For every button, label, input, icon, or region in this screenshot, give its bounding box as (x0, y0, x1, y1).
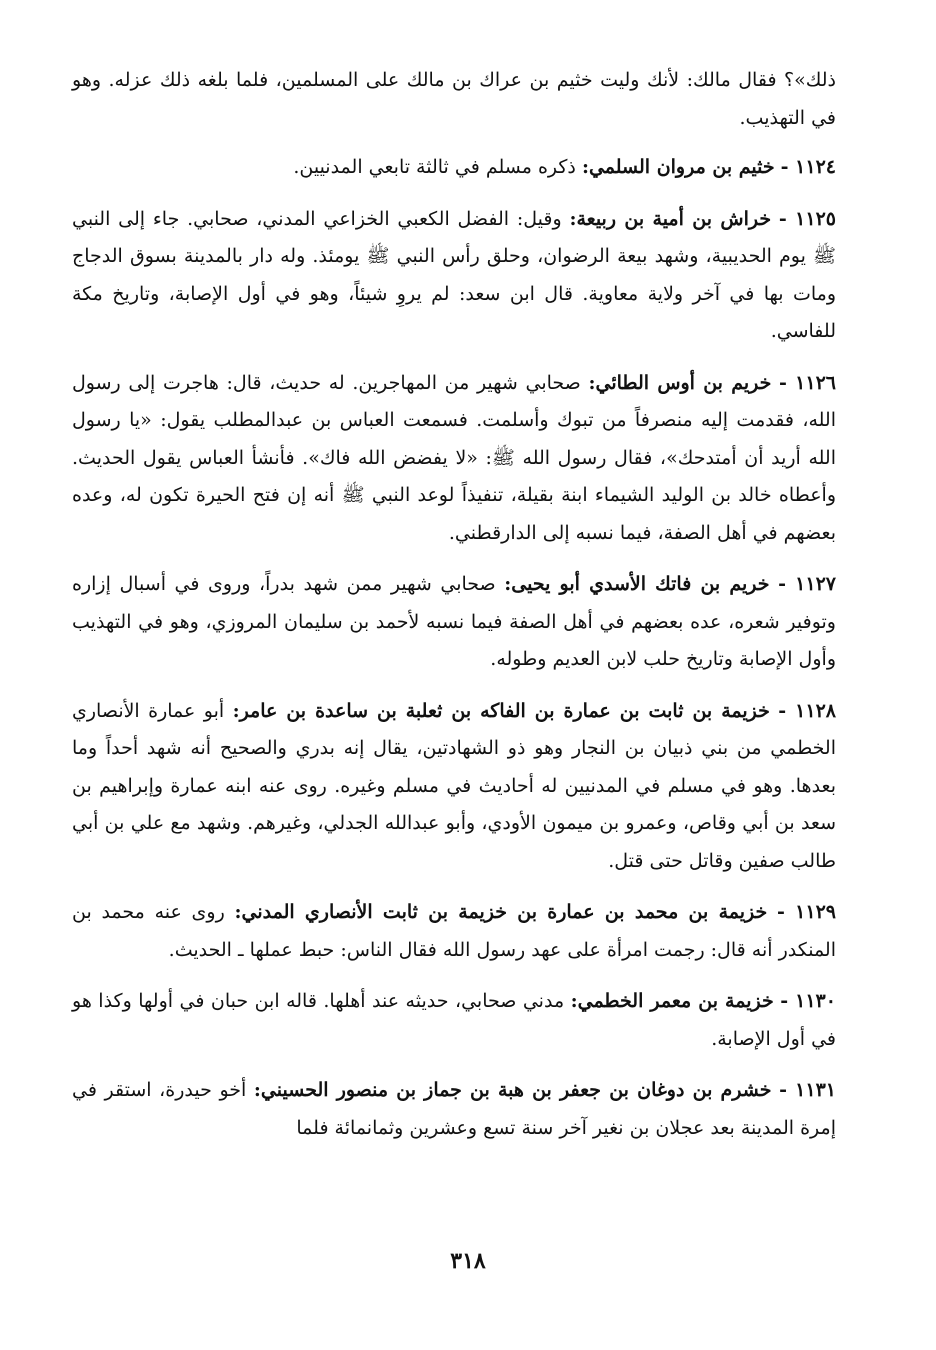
entry-text: أبو عمارة الأنصاري الخطمي من بني ذبيان بن النجار وهو ذو الشهادتين، يقال إنه بدري والصحيح أنه شهد أحداً وما بعدها. وهو في مسلم في المدنيين له أحاديث في مسلم وغيره. روى عنه ابنه عمارة وإبراهيم بن سعد بن أبي وقاص، وعمرو بن ميمون الأودي، وأبو عبدالله الجدلي، وغيرهم. وشهد مع علي بن أبي طالب صفين وقاتل حتى قتل. (72, 699, 836, 872)
entry-text: وقيل: الفضل الكعبي الخزاعي المدني، صحابي. جاء إلى النبي ﷺ يوم الحديبية، وشهد بيعة الرضوان، وحلق رأس النبي ﷺ يومئذ. وله دار بالمدينة بسوق الدجاج ومات بها في آخر ولاية معاوية. قال ابن سعد: لم يروِ شيئاً، وهو في أول الإصابة، وتاريخ مكة للفاسي. (72, 207, 836, 342)
entry-name: خثيم بن مروان السلمي: (581, 156, 775, 178)
entry-text: روى عنه محمد بن المنكدر أنه قال: رجمت امرأة على عهد رسول الله فقال الناس: حبط عملها ـ الحديث. (72, 901, 836, 961)
entry-number: ١١٢٧ - (778, 573, 836, 595)
entry-number: ١١٣٠ - (780, 990, 836, 1012)
page-body (72, 62, 836, 1161)
entry-name: خشرم بن دوغان بن جعفر بن هبة بن جماز بن منصور الحسيني: (253, 1079, 772, 1101)
entry-text: صحابي شهير ممن شهد بدراً، وروى في أسبال إزاره وتوفير شعره، عده بعضهم في أهل الصفة فيما نسبه لأحمد بن سليمان المروزي، وهو في التهذيب وأول الإصابة وتاريخ حلب لابن العديم وطوله. (72, 573, 836, 670)
entry-number: ١١٢٨ - (778, 699, 836, 722)
entry-1124 (72, 149, 836, 187)
entry-text: ذكره مسلم في ثالثة تابعي المدنيين. (293, 156, 576, 178)
entry-continuation (72, 62, 836, 137)
entry-1130 (72, 983, 836, 1058)
entry-1128 (72, 693, 836, 881)
entry-text: أخو حيدرة، استقر في إمرة المدينة بعد عجلان بن نغير آخر سنة تسع وعشرين وثمانمائة فلما (72, 1079, 836, 1139)
entry-name: خزيمة بن معمر الخطمي: (570, 990, 774, 1012)
entry-name: خزيمة بن ثابت بن عمارة بن الفاكه بن ثعلبة بن ساعدة بن عامر: (232, 699, 770, 722)
entry-number: ١١٢٥ - (778, 207, 836, 230)
entry-number: ١١٣١ - (779, 1079, 836, 1101)
entry-1126 (72, 365, 836, 553)
entry-1131 (72, 1072, 836, 1147)
entry-name: خزيمة بن محمد بن عمارة بن خزيمة بن ثابت الأنصاري المدني: (234, 901, 768, 923)
entry-name: خراش بن أمية بن ربيعة: (569, 207, 772, 230)
entry-name: خريم بن فاتك الأسدي أبو يحيى: (504, 573, 770, 595)
entry-text: مدني صحابي، حديثه عند أهلها. قاله ابن حبان في أولها وكذا هو في أول الإصابة. (72, 990, 836, 1050)
entry-text: صحابي شهير من المهاجرين. له حديث، قال: هاجرت إلى رسول الله، فقدمت إليه منصرفاً من تبوك وأسلمت. فسمعت العباس بن عبدالمطلب يقول: «يا رسول الله أريد أن أمتدحك»، فقال رسول الله ﷺ: «لا يفضض الله فاك». فأنشأ العباس يقول الحديث. وأعطاه خالد بن الوليد الشيماء ابنة بقيلة، تنفيذاً لوعد النبي ﷺ أنه إن فتح الحيرة تكون له، وعده بعضهم في أهل الصفة، فيما نسبه إلى الدارقطني. (72, 371, 836, 544)
entry-number: ١١٢٦ - (779, 371, 836, 394)
entry-1129 (72, 894, 836, 969)
entry-name: خريم بن أوس الطائي: (588, 371, 772, 394)
entry-1127 (72, 566, 836, 679)
page-number: ٣١٨ (450, 1248, 486, 1274)
entry-text: ذلك»؟ فقال مالك: لأنك وليت خثيم بن عراك بن مالك على المسلمين، فلما بلغه ذلك عزله. وهو في التهذيب. (72, 69, 836, 129)
entry-number: ١١٢٩ - (776, 901, 836, 923)
entry-number: ١١٢٤ - (780, 156, 836, 178)
entry-1125 (72, 201, 836, 351)
